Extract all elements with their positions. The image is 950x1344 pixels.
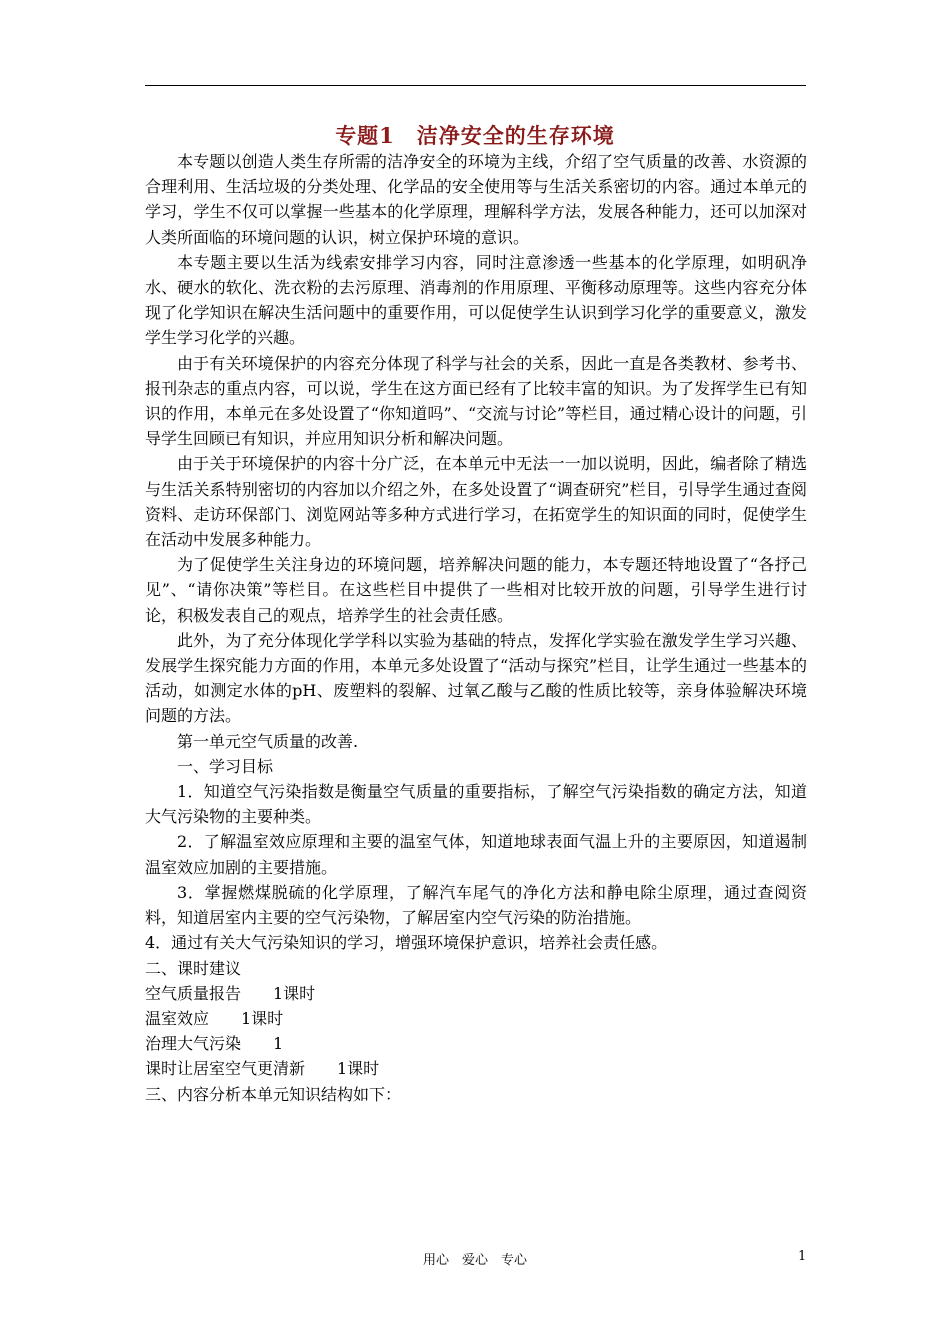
section-heading-goals: 一、学习目标	[177, 756, 274, 776]
page-footer: 用心 爱心 专心	[422, 1253, 527, 1268]
hours-item-indoor-air: 课时让居室空气更清新 1课时	[145, 1059, 380, 1079]
paragraph-experiment: 此外，为了充分体现化学学科以实验为基础的特点，发挥化学实验在激发学生学习兴趣、发展学生探究能力方面的作用，本单元多处设置了“活动与探究”栏目，让学生通过一些基本的活动，如测定水体的pH、废塑料的裂解、过氧乙酸与乙酸的性质比较等，亲身体验解决环境问题的方法。	[145, 630, 807, 726]
paragraph-environment: 由于有关环境保护的内容充分体现了科学与社会的关系，因此一直是各类教材、参考书、报刊杂志的重点内容，可以说，学生在这方面已经有了比较丰富的知识。为了发挥学生已有知识的作用，本单元在多处设置了“你知道吗”、“交流与讨论”等栏目，通过精心设计的问题，引导学生回顾已有知识，并应用知识分析和解决问题。	[145, 353, 807, 449]
hours-item-pollution: 治理大气污染 1	[145, 1034, 284, 1054]
section-heading-hours: 二、课时建议	[145, 958, 242, 978]
unit-heading: 第一单元空气质量的改善.	[177, 731, 359, 751]
goal-item-3: 3．掌握燃煤脱硫的化学原理，了解汽车尾气的净化方法和静电除尘原理，通过查阅资料，知道居室内主要的空气污染物，了解居室内空气污染的防治措施。	[145, 882, 807, 928]
paragraph-research: 由于关于环境保护的内容十分广泛，在本单元中无法一一加以说明，因此，编者除了精选与生活关系特别密切的内容加以介绍之外，在多处设置了“调查研究”栏目，引导学生通过查阅资料、走访环保部门、浏览网站等多种方式进行学习，在拓宽学生的知识面的同时，促使学生在活动中发展多种能力。	[145, 454, 807, 550]
paragraph-discussion: 为了促使学生关注身边的环境问题，培养解决问题的能力，本专题还特地设置了“各抒己见”、“请你决策”等栏目。在这些栏目中提供了一些相对比较开放的问题，引导学生进行讨论，积极发表自己的观点，培养学生的社会责任感。	[145, 555, 807, 625]
paragraph-arrangement: 本专题主要以生活为线索安排学习内容，同时注意渗透一些基本的化学原理，如明矾净水、硬水的软化、洗衣粉的去污原理、消毒剂的作用原理、平衡移动原理等。这些内容充分体现了化学知识在解决生活问题中的重要作用，可以促使学生认识到学习化学的重要意义，激发学生学习化学的兴趣。	[145, 252, 807, 348]
page-number: 1	[798, 1249, 807, 1264]
hours-item-greenhouse: 温室效应 1课时	[145, 1008, 284, 1028]
section-heading-analysis: 三、内容分析本单元知识结构如下：	[145, 1084, 402, 1104]
goal-item-2: 2．了解温室效应原理和主要的温室气体，知道地球表面气温上升的主要原因，知道遏制温室效应加剧的主要措施。	[145, 832, 807, 877]
goal-item-4: 4．通过有关大气污染知识的学习，增强环境保护意识，培养社会责任感。	[145, 933, 668, 953]
goal-item-1: 1．知道空气污染指数是衡量空气质量的重要指标，了解空气污染指数的确定方法，知道大气污染物的主要种类。	[145, 782, 807, 827]
paragraph-intro: 本专题以创造人类生存所需的洁净安全的环境为主线，介绍了空气质量的改善、水资源的合理利用、生活垃圾的分类处理、化学品的安全使用等与生活关系密切的内容。通过本单元的学习，学生不仅可以掌握一些基本的化学原理，理解科学方法，发展各种能力，还可以加深对人类所面临的环境问题的认识，树立保护环境的意识。	[145, 152, 807, 247]
document-body	[145, 149, 807, 1107]
page-title: 专题1 洁净安全的生存环境	[335, 123, 615, 148]
header-rule	[145, 85, 806, 86]
hours-item-air-report: 空气质量报告 1课时	[145, 983, 316, 1003]
